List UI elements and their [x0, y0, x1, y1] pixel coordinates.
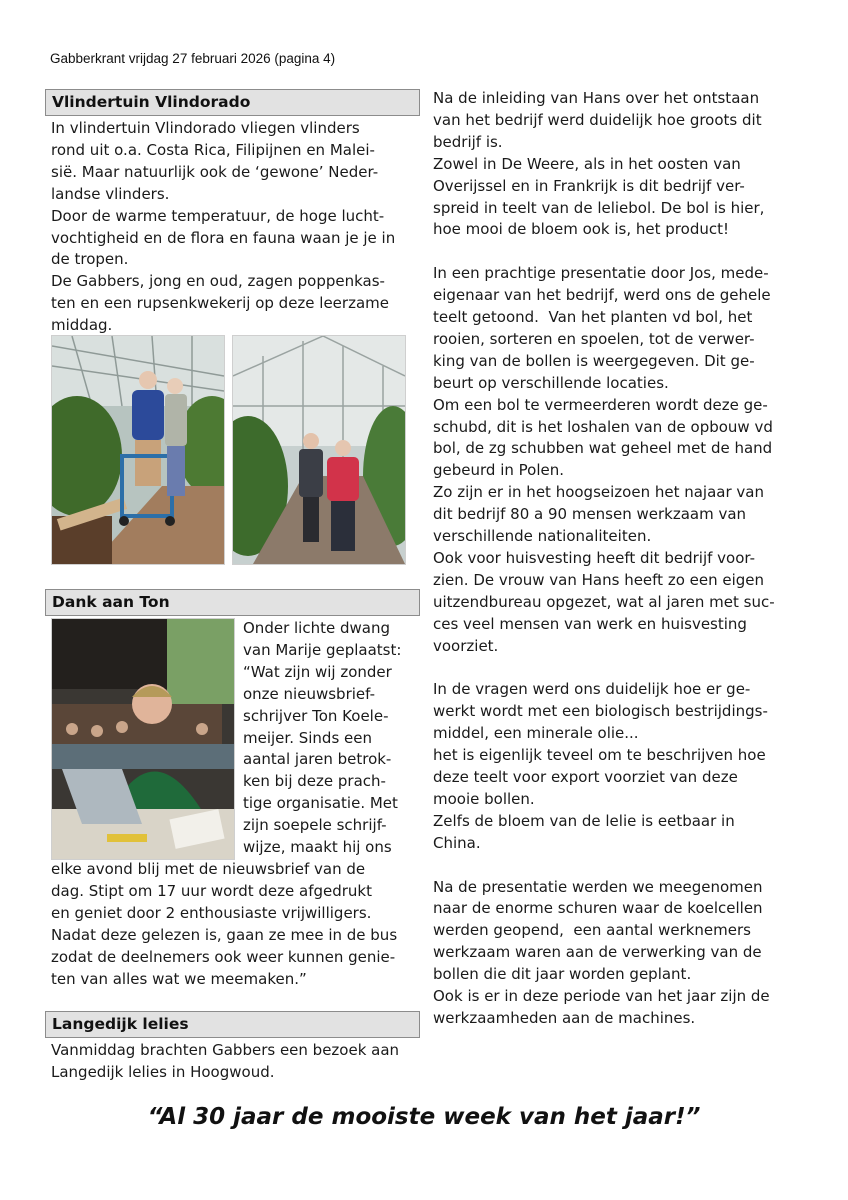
text-line: ten van alles wat we meemaken.”: [51, 969, 307, 988]
text-line: Zelfs de bloem van de lelie is eetbaar in: [433, 811, 735, 830]
text-line: hoe mooi de bloem ook is, het product!: [433, 220, 729, 239]
text-line: middel, een minerale olie...: [433, 724, 639, 743]
photo-greenhouse-two-women: [232, 335, 406, 565]
photo-greenhouse-visitors-walker: [51, 335, 225, 565]
text-line: Overijssel en in Frankrijk is dit bedrijf ver-: [433, 176, 745, 195]
text-line: de tropen.: [51, 250, 129, 269]
text-line: ces veel mensen van werk en huisvesting: [433, 614, 747, 633]
right-column-article: [433, 88, 793, 1030]
text-line: mooie bollen.: [433, 789, 535, 808]
text-line: Door de warme temperatuur, de hoge lucht-: [51, 206, 385, 225]
text-line: van Marije geplaatst:: [243, 640, 402, 659]
text-line: verschillende nationaliteiten.: [433, 527, 652, 546]
text-line: werden geopend, een aantal werknemers: [433, 921, 751, 940]
text-line: zodat de deelnemers ook weer kunnen genie-: [51, 947, 396, 966]
paragraph-break: [433, 241, 793, 263]
text-line: meijer. Sinds een: [243, 728, 372, 747]
text-line: rond uit o.a. Costa Rica, Filipijnen en Malei-: [51, 140, 375, 159]
text-line: ten en een rupsenkwekerij op deze leerzame: [51, 294, 389, 313]
lelies-article: [51, 1040, 417, 1084]
text-line: Vanmiddag brachten Gabbers een bezoek aan: [51, 1041, 400, 1059]
section-heading-vlindertuin: Vlindertuin Vlindorado: [45, 89, 420, 116]
text-line: middag.: [51, 316, 113, 335]
footer-quote: “Al 30 jaar de mooiste week van het jaar!”: [147, 1104, 701, 1130]
ton-text-wide: [51, 859, 417, 990]
text-line: sië. Maar natuurlijk ook de ‘gewone’ Neder-: [51, 162, 379, 181]
text-line: schrijver Ton Koele-: [243, 706, 389, 725]
text-line: zijn soepele schrijf-: [243, 816, 387, 835]
text-line: king van de bollen is weergegeven. Dit ge-: [433, 351, 755, 370]
page-header: Gabberkrant vrijdag 27 februari 2026 (pagina 4): [50, 51, 336, 66]
text-line: In vlindertuin Vlindorado vliegen vlinders: [51, 119, 360, 137]
text-line: dag. Stipt om 17 uur wordt deze afgedrukt: [51, 881, 372, 900]
text-line: elke avond blij met de nieuwsbrief van de: [51, 860, 366, 878]
text-line: van het bedrijf werd duidelijk hoe groots dit: [433, 110, 762, 129]
text-line: het is eigenlijk teveel om te beschrijven hoe: [433, 746, 766, 765]
text-line: Onder lichte dwang: [243, 619, 390, 637]
text-line: schubd, dit is het loshalen van de opbouw vd: [433, 417, 773, 436]
text-line: De Gabbers, jong en oud, zagen poppenkas-: [51, 272, 385, 291]
text-line: Nadat deze gelezen is, gaan ze mee in de bus: [51, 925, 398, 944]
text-line: uitzendbureau opgezet, wat al jaren met suc-: [433, 592, 775, 611]
text-line: Ook voor huisvesting heeft dit bedrijf voor-: [433, 549, 756, 568]
text-line: voorziet.: [433, 636, 499, 655]
text-line: Langedijk lelies in Hoogwoud.: [51, 1062, 275, 1081]
text-line: In de vragen werd ons duidelijk hoe er ge-: [433, 680, 751, 699]
text-line: beurt op verschillende locaties.: [433, 373, 669, 392]
text-line: bol, de zg schubben wat geheel met de hand: [433, 439, 773, 458]
text-line: dit bedrijf 80 a 90 mensen werkzaam van: [433, 505, 747, 524]
text-line: aantal jaren betrok-: [243, 750, 392, 769]
vlindertuin-text: [51, 118, 417, 337]
text-line: tige organisatie. Met: [243, 794, 398, 813]
text-line: ken bij deze prach-: [243, 772, 386, 791]
paragraph-break: [433, 658, 793, 680]
text-line: onze nieuwsbrief-: [243, 684, 376, 703]
vlindertuin-article: [51, 118, 417, 337]
text-line: zien. De vrouw van Hans heeft zo een eigen: [433, 570, 765, 589]
text-line: werkzaamheden aan de machines.: [433, 1009, 696, 1028]
text-line: Na de presentatie werden we meegenomen: [433, 877, 763, 896]
section-heading-ton: Dank aan Ton: [45, 589, 420, 616]
section-heading-lelies: Langedijk lelies: [45, 1011, 420, 1038]
text-line: Zowel in De Weere, als in het oosten van: [433, 154, 741, 173]
text-line: werkt wordt met een biologisch bestrijdings-: [433, 702, 768, 721]
text-line: Om een bol te vermeerderen wordt deze ge-: [433, 395, 768, 414]
text-line: vochtigheid en de flora en fauna waan je je in: [51, 228, 396, 247]
text-line: wijze, maakt hij ons: [243, 838, 392, 857]
text-line: en geniet door 2 enthousiaste vrijwilligers.: [51, 903, 372, 922]
text-line: werkzaam waren aan de verwerking van de: [433, 943, 762, 962]
paragraph-break: [433, 855, 793, 877]
text-line: teelt getoond. Van het planten vd bol, het: [433, 308, 753, 327]
text-line: gebeurd in Polen.: [433, 461, 565, 480]
text-line: rooien, sorteren en spoelen, tot de verwer-: [433, 329, 755, 348]
text-line: bollen die dit jaar worden geplant.: [433, 965, 692, 984]
text-line: Ook is er in deze periode van het jaar zijn de: [433, 987, 770, 1006]
text-line: China.: [433, 833, 481, 852]
text-line: naar de enorme schuren waar de koelcellen: [433, 899, 763, 918]
text-line: bedrijf is.: [433, 132, 503, 151]
text-line: eigenaar van het bedrijf, werd ons de gehele: [433, 286, 771, 305]
text-line: spreid in teelt van de leliebol. De bol is hier,: [433, 198, 765, 217]
text-line: “Wat zijn wij zonder: [243, 662, 392, 681]
photo-ton-at-laptop: [51, 618, 235, 860]
text-line: landse vlinders.: [51, 184, 170, 203]
text-line: Zo zijn er in het hoogseizoen het najaar van: [433, 483, 764, 502]
ton-text-narrow: [243, 618, 418, 859]
text-line: deze teelt voor export voorziet van deze: [433, 768, 738, 787]
text-line: Na de inleiding van Hans over het ontstaan: [433, 89, 760, 107]
text-line: In een prachtige presentatie door Jos, mede-: [433, 264, 769, 283]
